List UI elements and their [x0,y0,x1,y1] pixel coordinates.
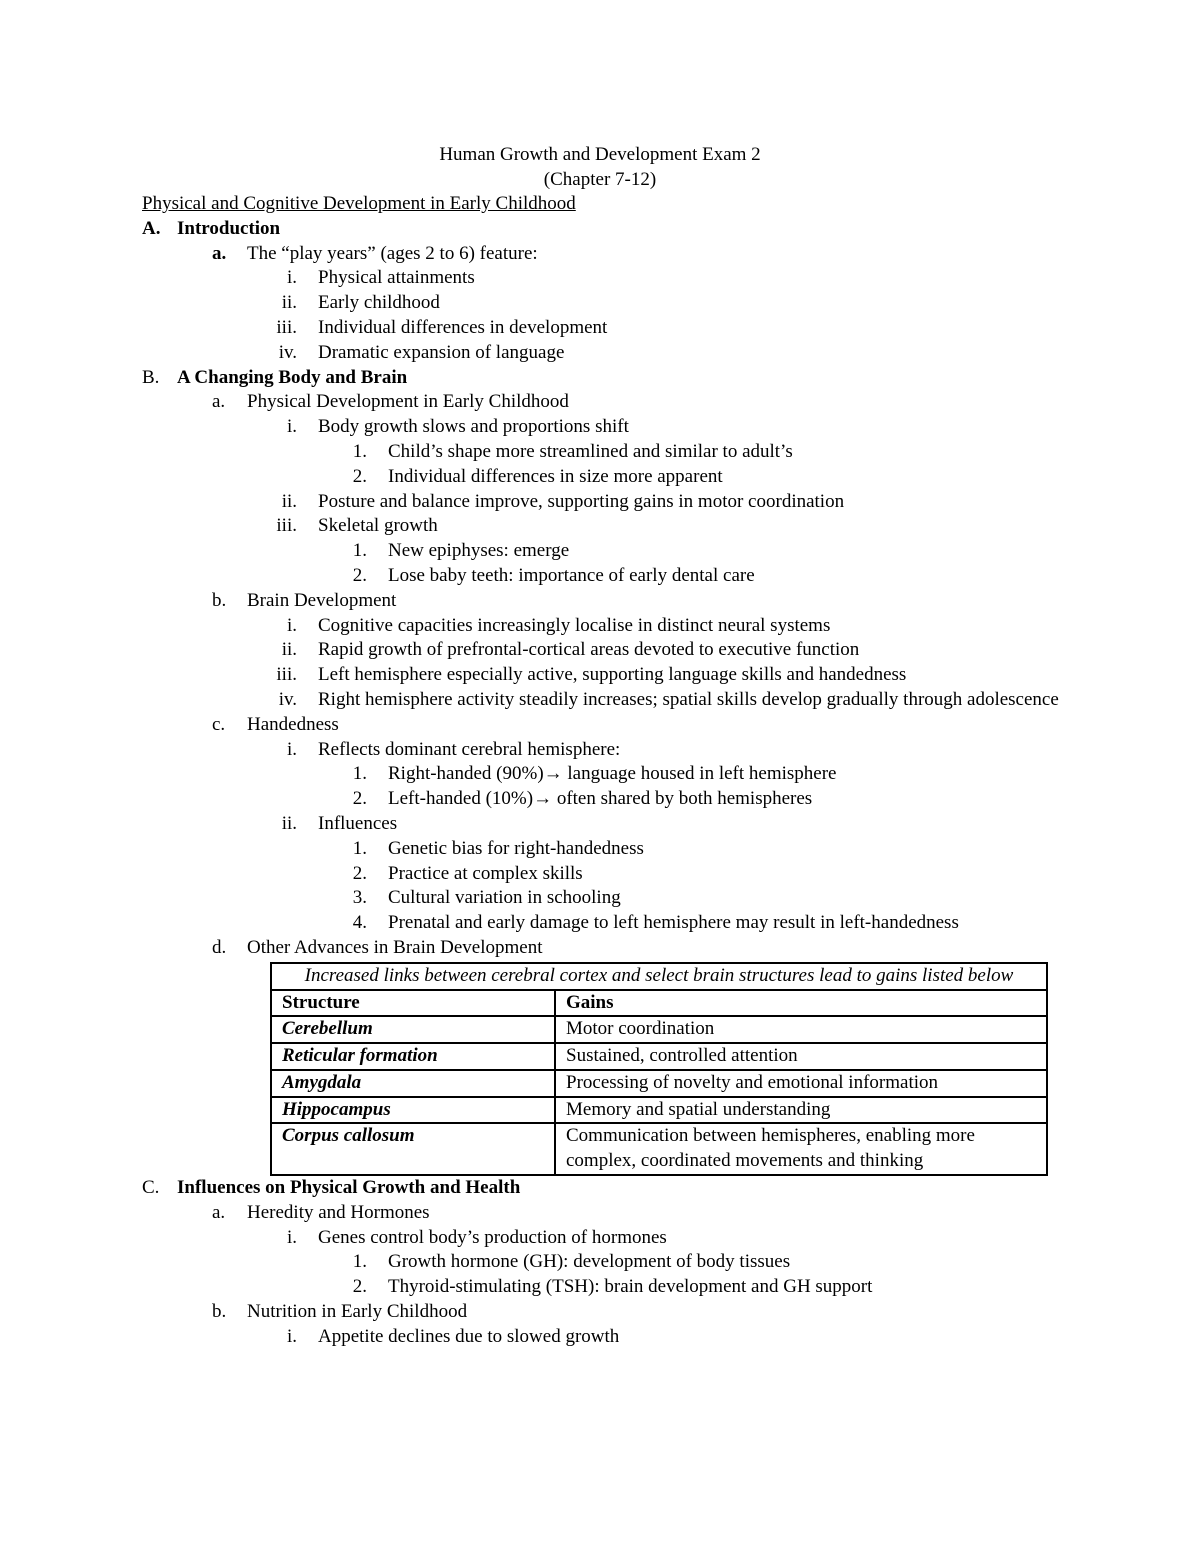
outline-marker: 2. [352,788,367,810]
outline-marker: a. [212,391,226,413]
outline-item [142,217,1062,242]
outline-list-continued [142,1176,1062,1350]
outline-item [142,663,1062,688]
outline-item [142,837,1062,862]
outline-marker: 1. [352,763,367,785]
outline-text: Posture and balance improve, supporting gains in motor coordination [318,490,845,512]
table-header-structure: Structure [271,990,555,1017]
outline-text: Appetite declines due to slowed growth [318,1325,620,1347]
outline-text: Left hemisphere especially active, supporting language skills and handedness [318,664,907,686]
table-header-row [271,990,1047,1017]
outline-marker: ii. [281,639,297,661]
section-title: Physical and Cognitive Development in Early Childhood [142,193,576,214]
outline-text: Nutrition in Early Childhood [247,1301,468,1323]
outline-text: Skeletal growth [318,515,438,537]
table-cell-structure: Amygdala [271,1070,555,1097]
outline-item [142,812,1062,837]
outline-item [142,514,1062,539]
outline-text: Genetic bias for right-handedness [388,837,644,859]
outline-item [142,638,1062,663]
outline-text: Reflects dominant cerebral hemisphere: [318,738,621,760]
outline-item [142,490,1062,515]
outline-marker: iii. [276,515,297,537]
table-cell-structure: Hippocampus [271,1097,555,1124]
table-row [271,1043,1047,1070]
outline-item [142,366,1062,391]
table-row [271,1097,1047,1124]
outline-text: Cultural variation in schooling [388,887,621,909]
outline-text: Influences on Physical Growth and Health [177,1177,521,1199]
table-row [271,1016,1047,1043]
outline-marker: 2. [352,564,367,586]
outline-marker: C. [142,1177,160,1199]
outline-text: Heredity and Hormones [247,1201,430,1223]
outline-marker: ii. [281,490,297,512]
outline-item [142,738,1062,763]
outline-text: Individual differences in size more apparent [388,465,723,487]
outline-marker: iii. [276,664,297,686]
outline-text: Cognitive capacities increasingly localise in distinct neural systems [318,614,831,636]
outline-item [142,1300,1062,1325]
outline-text: Other Advances in Brain Development [247,936,543,958]
table-cell-gains: Processing of novelty and emotional information [555,1070,1047,1097]
outline-marker: b. [212,1301,227,1323]
outline-item [142,291,1062,316]
outline-text: Early childhood [318,292,440,314]
outline-item [142,316,1062,341]
table-cell-gains: Memory and spatial understanding [555,1097,1047,1124]
outline-text: Practice at complex skills [388,862,583,884]
outline-item [142,589,1062,614]
outline-text: A Changing Body and Brain [177,366,408,388]
outline-item [142,614,1062,639]
outline-marker: i. [286,267,297,289]
outline-item [142,911,1062,936]
table-cell-structure: Reticular formation [271,1043,555,1070]
outline-text: Body growth slows and proportions shift [318,416,629,438]
outline-marker: i. [286,738,297,760]
outline-item [142,539,1062,564]
outline-marker: i. [286,416,297,438]
outline-text: Left-handed (10%)→ often shared by both hemispheres [388,788,813,810]
table-row [271,1123,1047,1175]
outline-text: Prenatal and early damage to left hemisphere may result in left-handedness [388,912,959,934]
outline-text: Brain Development [247,589,397,611]
outline-text: New epiphyses: emerge [388,540,570,562]
outline-text: Lose baby teeth: importance of early dental care [388,564,755,586]
outline-text: Introduction [177,217,281,239]
outline-marker: c. [212,713,226,735]
outline-marker: 1. [352,540,367,562]
outline-item [142,787,1062,812]
outline-marker: 1. [352,440,367,462]
outline-marker: ii. [281,292,297,314]
table-header-gains: Gains [555,990,1047,1017]
outline-item [142,266,1062,291]
outline-item [142,440,1062,465]
outline-marker: ii. [281,812,297,834]
outline-text: Physical attainments [318,267,475,289]
outline-marker: i. [286,1325,297,1347]
outline-marker: iv. [278,688,297,710]
outline-text: The “play years” (ages 2 to 6) feature: [247,242,538,264]
document-title: Human Growth and Development Exam 2 [439,144,761,165]
outline-text: Child’s shape more streamlined and similar to adult’s [388,440,793,462]
outline-marker: 1. [352,837,367,859]
outline-item [142,936,1062,961]
outline-text: Handedness [247,713,339,735]
outline-list [142,217,1062,961]
outline-item [142,564,1062,589]
outline-text: Right hemisphere activity steadily increases; spatial skills develop gradually through adolescence [318,688,1059,710]
table-row [271,1070,1047,1097]
outline-item [142,465,1062,490]
outline-text: Right-handed (90%)→ language housed in left hemisphere [388,763,837,785]
outline-marker: 2. [352,465,367,487]
table-caption: Increased links between cerebral cortex and select brain structures lead to gains listed below [271,963,1047,990]
outline-marker: a. [212,1201,226,1223]
outline-marker: 3. [352,887,367,909]
outline-text: Thyroid-stimulating (TSH): brain development and GH support [388,1276,873,1298]
outline-marker: iii. [276,316,297,338]
outline-marker: 2. [352,862,367,884]
document-body [142,192,1062,1350]
outline-text: Rapid growth of prefrontal-cortical areas devoted to executive function [318,639,860,661]
outline-item [142,1325,1062,1350]
title-block [0,143,1200,193]
outline-marker: d. [212,936,227,958]
table-caption-row [271,963,1047,990]
outline-text: Individual differences in development [318,316,608,338]
outline-marker: i. [286,614,297,636]
outline-text: Influences [318,812,398,834]
outline-text: Dramatic expansion of language [318,341,565,363]
outline-item [142,1201,1062,1226]
outline-item [142,1226,1062,1251]
outline-item [142,415,1062,440]
document-subtitle: (Chapter 7-12) [543,168,657,190]
outline-item [142,390,1062,415]
outline-marker: 2. [352,1276,367,1298]
outline-item [142,688,1062,713]
outline-item [142,242,1062,267]
outline-marker: B. [142,366,160,388]
outline-item [142,1176,1062,1201]
outline-marker: i. [286,1226,297,1248]
outline-marker: A. [142,217,161,239]
outline-text: Growth hormone (GH): development of body tissues [388,1251,791,1273]
outline-marker: 1. [352,1251,367,1273]
outline-item [142,713,1062,738]
outline-item [142,886,1062,911]
outline-marker: b. [212,589,227,611]
table-cell-gains: Motor coordination [555,1016,1047,1043]
table-cell-structure: Corpus callosum [271,1123,555,1175]
outline-item [142,1275,1062,1300]
table-cell-gains: Sustained, controlled attention [555,1043,1047,1070]
outline-item [142,862,1062,887]
outline-marker: 4. [352,912,367,934]
outline-item [142,341,1062,366]
outline-marker: a. [212,242,227,264]
outline-item [142,1250,1062,1275]
outline-text: Physical Development in Early Childhood [247,391,569,413]
outline-text: Genes control body’s production of hormones [318,1226,667,1248]
brain-structures-table [270,962,1048,1176]
table-cell-structure: Cerebellum [271,1016,555,1043]
outline-item [142,762,1062,787]
outline-marker: iv. [278,341,297,363]
table-cell-gains: Communication between hemispheres, enabling more complex, coordinated movements and thinking [555,1123,1047,1175]
